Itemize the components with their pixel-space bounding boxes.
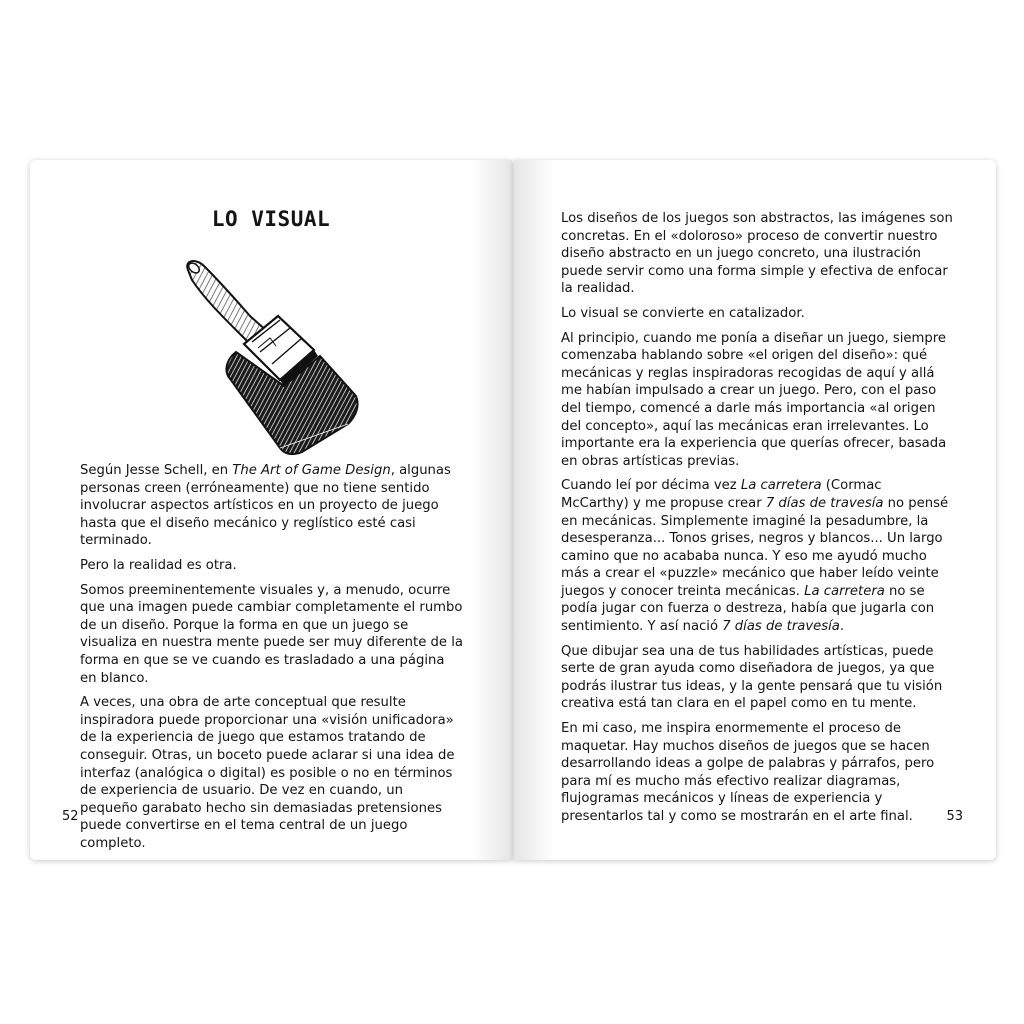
left-page-body (80, 462, 464, 859)
right-page (514, 160, 996, 860)
paragraph: Somos preeminentemente visuales y, a menudo, ocurre que una imagen puede cambiar completamente el rumbo de un diseño. Porque la forma en que un juego se visualiza en nuestra mente puede ser muy diferente de la forma en que se ve cuando es trasladado a una página en blanco. (80, 582, 463, 686)
gutter-shadow-right (514, 160, 554, 860)
page-number-right: 53 (946, 809, 963, 824)
book-spread (30, 160, 996, 860)
gutter-shadow-left (472, 160, 512, 860)
chapter-title: LO VISUAL (211, 207, 331, 231)
paragraph: Según Jesse Schell, en The Art of Game Design, algunas personas creen (erróneamente) que no tiene sentido involucrar aspectos artísticos en un proyecto de juego hasta que el diseño mecánico y reglístico esté casi terminado. (80, 463, 451, 549)
paragraph: Cuando leí por décima vez La carretera (Cormac McCarthy) y me propuse crear 7 días de travesía no pensé en mecánicas. Simplemente imaginé la pesadumbre, la desesperanza... Tonos grises, negros y blancos... Un largo camino que no acababa nunca. Y eso me ayudó mucho más a crear el «puzzle» mecánico que haber leído veinte juegos y conocer treinta mecánicas. La carretera no se podía jugar con fuerza o destreza, había que jugarla con sentimiento. Y así nació 7 días de travesía. (561, 478, 949, 635)
paragraph: Los diseños de los juegos son abstractos, las imágenes son concretas. En el «doloroso» proceso de convertir nuestro diseño abstracto en un juego concreto, una ilustración puede servir como una forma simple y efectiva de enfocar la realidad. (561, 211, 953, 297)
paragraph: Que dibujar sea una de tus habilidades artísticas, puede serte de gran ayuda como diseñadora de juegos, ya que podrás ilustrar tus ideas, y la gente pensará que tu visión creativa está tan clara en el papel como en tu mente. (561, 643, 943, 712)
paragraph: A veces, una obra de arte conceptual que resulte inspiradora puede proporcionar una «visión unificadora» de la experiencia de juego que estamos tratando de conseguir. Otras, un boceto puede aclarar si una idea de interfaz (analógica o digital) es posible o no en términos de experiencia de usuario. De vez en cuando, un pequeño garabato hecho sin demasiadas pretensiones puede convertirse en el tema central de un juego completo. (80, 695, 455, 851)
right-page-body (561, 210, 953, 833)
page-number-left: 52 (62, 809, 79, 824)
paragraph: En mi caso, me inspira enormemente el proceso de maquetar. Hay muchos diseños de juegos que se hacen desarrollando ideas a golpe de palabras y párrafos, pero para mí es mucho más efectivo realizar diagramas, flujogramas mecánicos y líneas de experiencia y presentarlos tal y como se mostrarán en el arte final. (561, 721, 935, 824)
paragraph: Pero la realidad es otra. (80, 557, 237, 573)
paintbrush-icon (180, 256, 370, 456)
left-page (30, 160, 512, 860)
paragraph: Lo visual se convierte en catalizador. (561, 305, 805, 321)
paragraph: Al principio, cuando me ponía a diseñar un juego, siempre comenzaba hablando sobre «el origen del diseño»: qué mecánicas y reglas inspiradoras recogidas de aquí y allá me habían impulsado a crear un juego. Pero, con el paso del tiempo, comencé a darle más importancia «al origen del concepto», aquí las mecánicas eran irrelevantes. Lo importante era la experiencia que querías ofrecer, basada en obras artísticas previas. (561, 330, 947, 469)
